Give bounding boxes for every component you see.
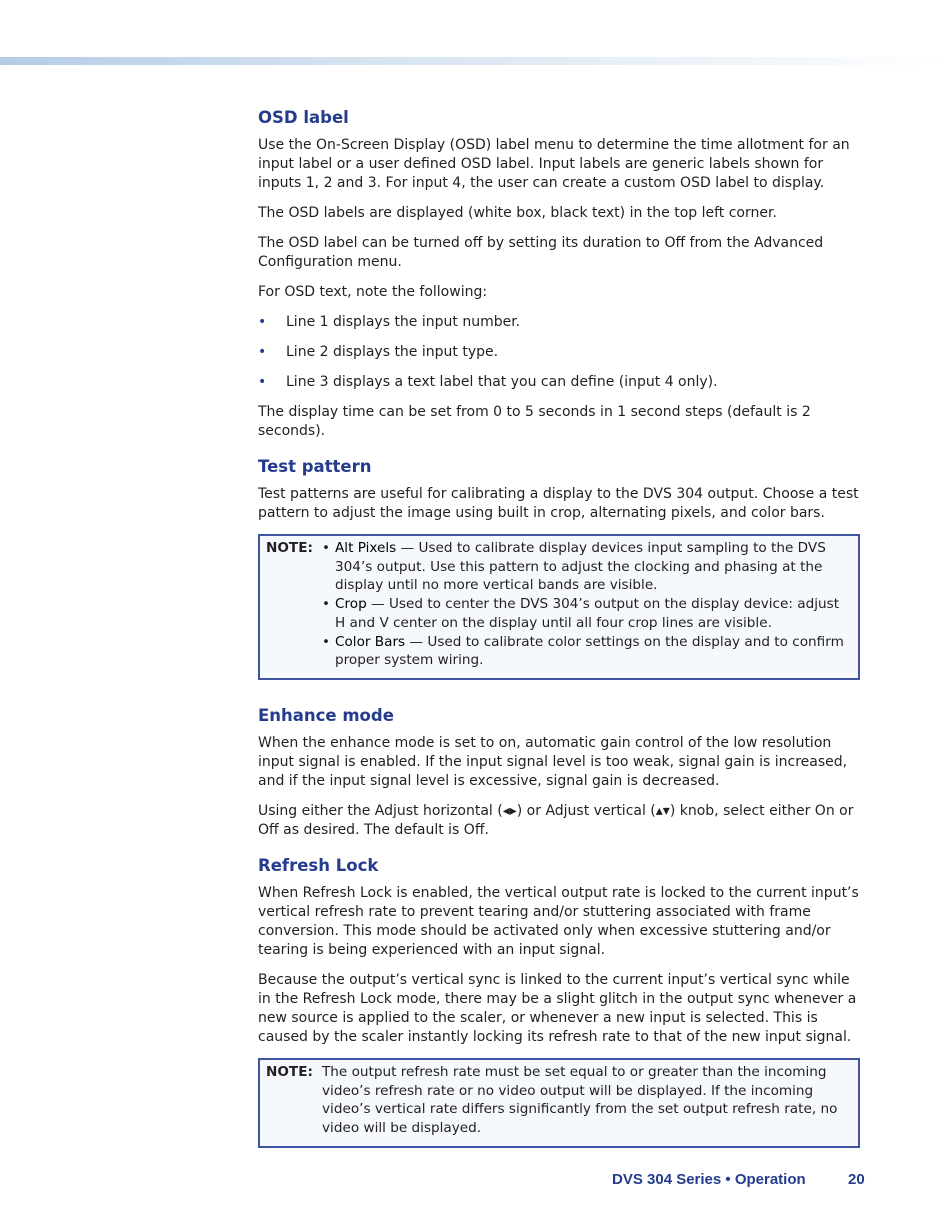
note-text: — Used to calibrate display devices input sampling to the DVS 304’s output. Use this pattern to adjust the clocking and phasing at the display until no more vertical bands are visible. bbox=[335, 540, 826, 594]
bullet-icon: • bbox=[258, 344, 267, 360]
list-item bbox=[258, 373, 860, 392]
bullet-text: Line 2 displays the input type. bbox=[286, 344, 499, 360]
note-label: NOTE: bbox=[266, 540, 313, 556]
bullet-text: Line 1 displays the input number. bbox=[286, 314, 521, 330]
bullet-icon: • bbox=[258, 374, 267, 390]
note-item-alt-pixels bbox=[322, 539, 852, 595]
bullet-icon: • bbox=[322, 633, 331, 650]
test-pattern-heading: Test pattern bbox=[258, 457, 372, 476]
note-item-color-bars bbox=[322, 633, 852, 670]
bullet-icon: • bbox=[322, 540, 331, 556]
refresh-paragraph-2: Because the output’s vertical sync is linked to the current input’s vertical sync while in the Refresh Lock mode, there may be a slight glitch in the output sync whenever a new source is applied to the scaler, or whenever a new input is selected. This is caused by the scaler instantly locking its refresh rate to that of the new input signal. bbox=[258, 971, 857, 1045]
page-content bbox=[258, 106, 860, 1148]
enhance-paragraph-2: Using either the Adjust horizontal (◂▸) or Adjust vertical (▴▾) knob, select either On or Off as desired. The default is Off. bbox=[258, 802, 854, 838]
note-term: Crop bbox=[335, 596, 367, 613]
osd-paragraph-5: The display time can be set from 0 to 5 seconds in 1 second steps (default is 2 seconds). bbox=[258, 404, 811, 439]
test-pattern-note bbox=[258, 534, 860, 680]
header-band bbox=[0, 57, 950, 65]
osd-paragraph-4: For OSD text, note the following: bbox=[258, 284, 488, 300]
note-item-crop bbox=[322, 595, 852, 632]
note-label: NOTE: bbox=[266, 1063, 313, 1080]
osd-paragraph-3: The OSD label can be turned off by setting its duration to Off from the Advanced Configuration menu. bbox=[258, 235, 824, 270]
osd-label-heading: OSD label bbox=[258, 108, 349, 127]
list-item bbox=[258, 313, 860, 332]
bullet-icon: • bbox=[258, 314, 267, 330]
page-number: 20 bbox=[848, 1171, 865, 1188]
note-term: Color Bars bbox=[335, 633, 406, 650]
note-text: — Used to calibrate color settings on the display and to confirm proper system wiring. bbox=[335, 633, 844, 669]
footer-title: DVS 304 Series • Operation bbox=[612, 1171, 806, 1188]
bullet-text: Line 3 displays a text label that you can define (input 4 only). bbox=[286, 374, 718, 390]
enhance-mode-heading: Enhance mode bbox=[258, 705, 394, 725]
test-pattern-paragraph: Test patterns are useful for calibrating a display to the DVS 304 output. Choose a test pattern to adjust the image using built in crop, alternating pixels, and color bars. bbox=[258, 486, 859, 521]
note-term: Alt Pixels bbox=[335, 540, 397, 556]
refresh-paragraph-1: When Refresh Lock is enabled, the vertical output rate is locked to the current input’s vertical refresh rate to prevent tearing and/or stuttering associated with frame conversion. This mode should be activated only when excessive stuttering and/or tearing is being experienced with an input signal. bbox=[258, 884, 859, 958]
refresh-lock-note bbox=[258, 1058, 860, 1148]
osd-paragraph-2: The OSD labels are displayed (white box, black text) in the top left corner. bbox=[258, 205, 777, 221]
refresh-lock-heading: Refresh Lock bbox=[258, 855, 379, 875]
list-item bbox=[258, 343, 860, 362]
enhance-paragraph-1: When the enhance mode is set to on, automatic gain control of the low resolution input signal is enabled. If the input signal level is too weak, signal gain is increased, and if the input signal level is excessive, signal gain is decreased. bbox=[258, 734, 848, 789]
note-text: — Used to center the DVS 304’s output on the display device: adjust H and V center on the display until all four crop lines are visible. bbox=[335, 596, 840, 631]
bullet-icon: • bbox=[322, 596, 331, 613]
note-text: The output refresh rate must be set equal to or greater than the incoming video’s refresh rate or no video output will be displayed. If the incoming video’s vertical rate differs significantly from the set output refresh rate, no video will be displayed. bbox=[322, 1063, 838, 1137]
osd-paragraph-1: Use the On-Screen Display (OSD) label menu to determine the time allotment for an input label or a user defined OSD label. Input labels are generic labels shown for inputs 1, 2 and 3. For input 4, the user can create a custom OSD label to display. bbox=[258, 137, 850, 191]
